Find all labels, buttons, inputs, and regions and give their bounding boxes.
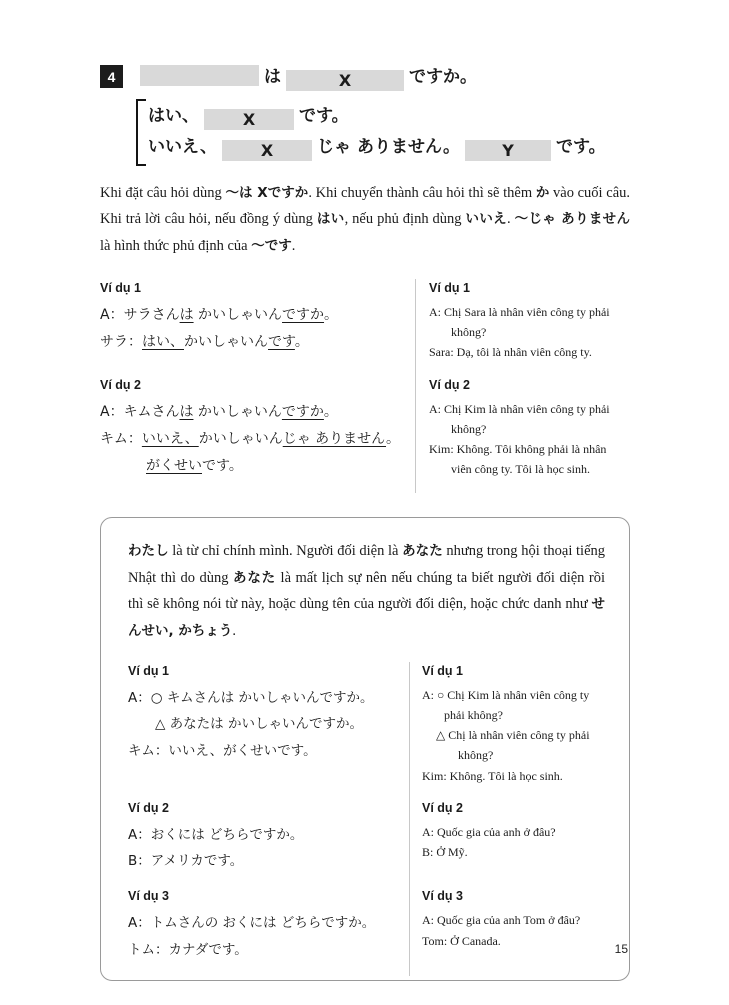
text-segment: . Khi chuyển thành câu hỏi thì sẽ thêm <box>308 185 536 201</box>
jp-dialogue-line <box>128 910 401 936</box>
example-title: Ví dụ 3 <box>422 889 463 904</box>
example-title: Ví dụ 2 <box>128 800 169 815</box>
example-vietnamese-column <box>415 279 630 375</box>
pattern-question-line <box>140 62 482 91</box>
emphasis-term: せんせい, かちょう <box>128 596 605 639</box>
text-segment: là hình thức phủ định của <box>100 237 252 254</box>
text-segment: 。 <box>324 307 339 324</box>
section-number-badge: 4 <box>100 65 123 88</box>
vi-dialogue-line: Kim: Không. Tôi không phải là nhân viên công ty. Tôi là học sinh. <box>429 441 607 477</box>
underlined-grammar: です <box>268 334 295 351</box>
example-title: Ví dụ 1 <box>422 663 463 678</box>
text-segment: いいえ、がくせいです。 <box>168 742 317 759</box>
example-title: Ví dụ 1 <box>128 663 169 678</box>
no-suffix: じゃ ありません。 <box>317 137 460 157</box>
pattern-blank-box <box>140 65 259 86</box>
page-number: 15 <box>614 942 628 956</box>
text-segment: là mất lịch sự nên nếu chúng ta biết người đối diện rồi thì sẽ không nói từ này, hoặc dùng tên của người đối diện, hoặc chức danh như <box>128 569 606 613</box>
yes-word: はい、 <box>148 106 199 126</box>
example-title: Ví dụ 2 <box>100 377 141 392</box>
example-japanese-column <box>128 799 409 888</box>
underlined-grammar: ですか <box>282 307 325 324</box>
emphasis-term: 〜じゃ ありません <box>514 211 631 228</box>
example-title: Ví dụ 2 <box>422 800 463 815</box>
text-segment: , nếu phủ định dùng <box>344 211 466 228</box>
pattern-yes-line <box>148 104 611 130</box>
example-japanese-column <box>128 887 409 976</box>
emphasis-term: はい <box>316 211 345 228</box>
vi-dialogue-line: A: Quốc gia của anh Tom ở đâu? <box>422 913 581 928</box>
underlined-grammar: は <box>179 307 194 324</box>
speaker-label: A： <box>100 403 124 420</box>
text-segment: 。 <box>386 430 401 447</box>
emphasis-term: か <box>535 185 550 201</box>
text-segment: nhưng trong hội thoại tiếng Nhật thì do dùng <box>128 543 606 586</box>
example-title: Ví dụ 1 <box>100 281 141 296</box>
jp-dialogue-line <box>128 738 401 764</box>
text-segment: . <box>291 237 296 254</box>
text-segment: カナダです。 <box>168 941 248 958</box>
text-segment: です。 <box>202 458 243 475</box>
example-row <box>128 662 605 799</box>
text-segment: かいしゃいん <box>184 334 268 351</box>
topic-particle: は <box>264 67 281 87</box>
text-segment: ○ キムさんは かいしゃいんですか。 <box>150 689 374 706</box>
text-segment: サラさん <box>123 307 180 324</box>
bracket-icon <box>136 99 146 166</box>
example-row <box>128 799 605 888</box>
vi-dialogue-line: △ Chị là nhân viên công ty phải không? <box>436 728 590 763</box>
vi-dialogue-line: A: Chị Sara là nhân viên công ty phải không? <box>429 305 610 340</box>
question-suffix: ですか。 <box>409 67 477 87</box>
pattern-y-box: Y <box>465 140 551 161</box>
example-title: Ví dụ 3 <box>128 889 169 904</box>
note-box <box>100 517 630 981</box>
vi-dialogue-line: A: Chị Kim là nhân viên công ty phải không? <box>429 401 610 436</box>
speaker-label: サラ： <box>100 334 142 351</box>
underlined-grammar: は <box>179 403 194 420</box>
emphasis-term: 〜です <box>251 237 292 254</box>
jp-dialogue-line <box>100 329 407 356</box>
emphasis-term: わたし <box>128 543 169 560</box>
text-segment: là từ chỉ chính mình. Người đối diện là <box>168 543 403 560</box>
example-vietnamese-column <box>409 799 605 888</box>
example-japanese-column <box>100 279 415 375</box>
example-vietnamese-column <box>415 376 630 494</box>
underlined-grammar: じゃ ありません <box>282 430 387 447</box>
emphasis-term: あなた <box>402 543 443 560</box>
pattern-answer-block <box>136 99 630 166</box>
text-segment: Khi đặt câu hỏi dùng <box>100 185 226 201</box>
yes-suffix: です。 <box>299 106 349 126</box>
final-suffix: です。 <box>555 137 606 157</box>
jp-dialogue-line <box>128 685 401 711</box>
grammar-explanation <box>100 180 630 259</box>
example-title: Ví dụ 2 <box>429 377 470 392</box>
example-japanese-column <box>128 662 409 799</box>
text-segment: キムさん <box>123 403 180 420</box>
underlined-grammar: がくせい <box>146 458 202 475</box>
text-segment: かいしゃいん <box>193 307 283 324</box>
jp-dialogue-line <box>100 426 407 453</box>
speaker-label: キム： <box>128 742 169 759</box>
example-title: Ví dụ 1 <box>429 281 470 296</box>
speaker-label: A： <box>128 689 151 706</box>
speaker-label: トム： <box>128 941 169 958</box>
jp-dialogue-line <box>128 937 401 963</box>
vi-dialogue-line: Tom: Ở Canada. <box>422 933 501 948</box>
vi-dialogue-line: Kim: Không. Tôi là học sinh. <box>422 768 563 783</box>
pattern-x-box: X <box>222 140 312 161</box>
jp-dialogue-line <box>128 822 401 848</box>
no-word: いいえ、 <box>148 137 218 157</box>
speaker-label: キム： <box>100 430 142 447</box>
text-segment: . <box>507 211 515 228</box>
underlined-grammar: いいえ、 <box>141 430 199 447</box>
vi-dialogue-line: Sara: Dạ, tôi là nhân viên công ty. <box>429 345 592 360</box>
underlined-grammar: ですか <box>281 403 324 420</box>
example-row <box>100 376 630 494</box>
text-segment: . <box>232 622 236 639</box>
jp-dialogue-line <box>100 302 407 329</box>
pattern-answer-lines <box>148 99 611 166</box>
speaker-label: B： <box>128 853 151 870</box>
text-segment: トムさんの おくには どちらですか。 <box>150 915 376 932</box>
pattern-x-box: X <box>286 70 404 91</box>
vi-dialogue-line: A: ○ Chị Kim là nhân viên công ty phải không? <box>422 687 590 723</box>
text-segment: アメリカです。 <box>150 853 244 870</box>
text-segment: 。 <box>323 403 338 420</box>
text-segment: 。 <box>294 334 309 351</box>
jp-dialogue-line <box>100 453 407 480</box>
example-row <box>128 887 605 976</box>
emphasis-term: いいえ <box>465 211 508 228</box>
vi-dialogue-line: B: Ở Mỹ. <box>422 844 468 859</box>
text-segment: かいしゃいん <box>193 403 282 420</box>
pattern-no-line <box>148 135 611 161</box>
speaker-label: A： <box>128 915 151 932</box>
note-examples <box>128 662 605 976</box>
example-japanese-column <box>100 376 415 494</box>
text-segment: △ あなたは かいしゃいんですか。 <box>155 716 363 733</box>
emphasis-term: 〜は Xですか <box>225 185 309 201</box>
vi-dialogue-line: A: Quốc gia của anh ở đâu? <box>422 824 556 839</box>
jp-dialogue-line <box>128 848 401 874</box>
example-row <box>100 279 630 375</box>
text-segment: かいしゃいん <box>198 430 283 447</box>
emphasis-term: あなた <box>232 569 277 586</box>
grammar-pattern-header <box>100 62 630 91</box>
speaker-label: A： <box>128 826 151 843</box>
speaker-label: A： <box>100 307 124 324</box>
top-examples <box>100 279 630 493</box>
text-segment: vào cuối câu. Khi trả lời câu hỏi, nếu đồng ý dùng <box>100 185 630 228</box>
text-segment: おくには どちらですか。 <box>150 826 304 843</box>
example-vietnamese-column <box>409 662 605 799</box>
jp-dialogue-line <box>100 399 407 426</box>
example-vietnamese-column <box>409 887 605 976</box>
pattern-x-box: X <box>204 109 294 130</box>
note-explanation <box>128 538 605 644</box>
jp-dialogue-line <box>128 711 401 737</box>
underlined-grammar: はい、 <box>142 334 184 351</box>
